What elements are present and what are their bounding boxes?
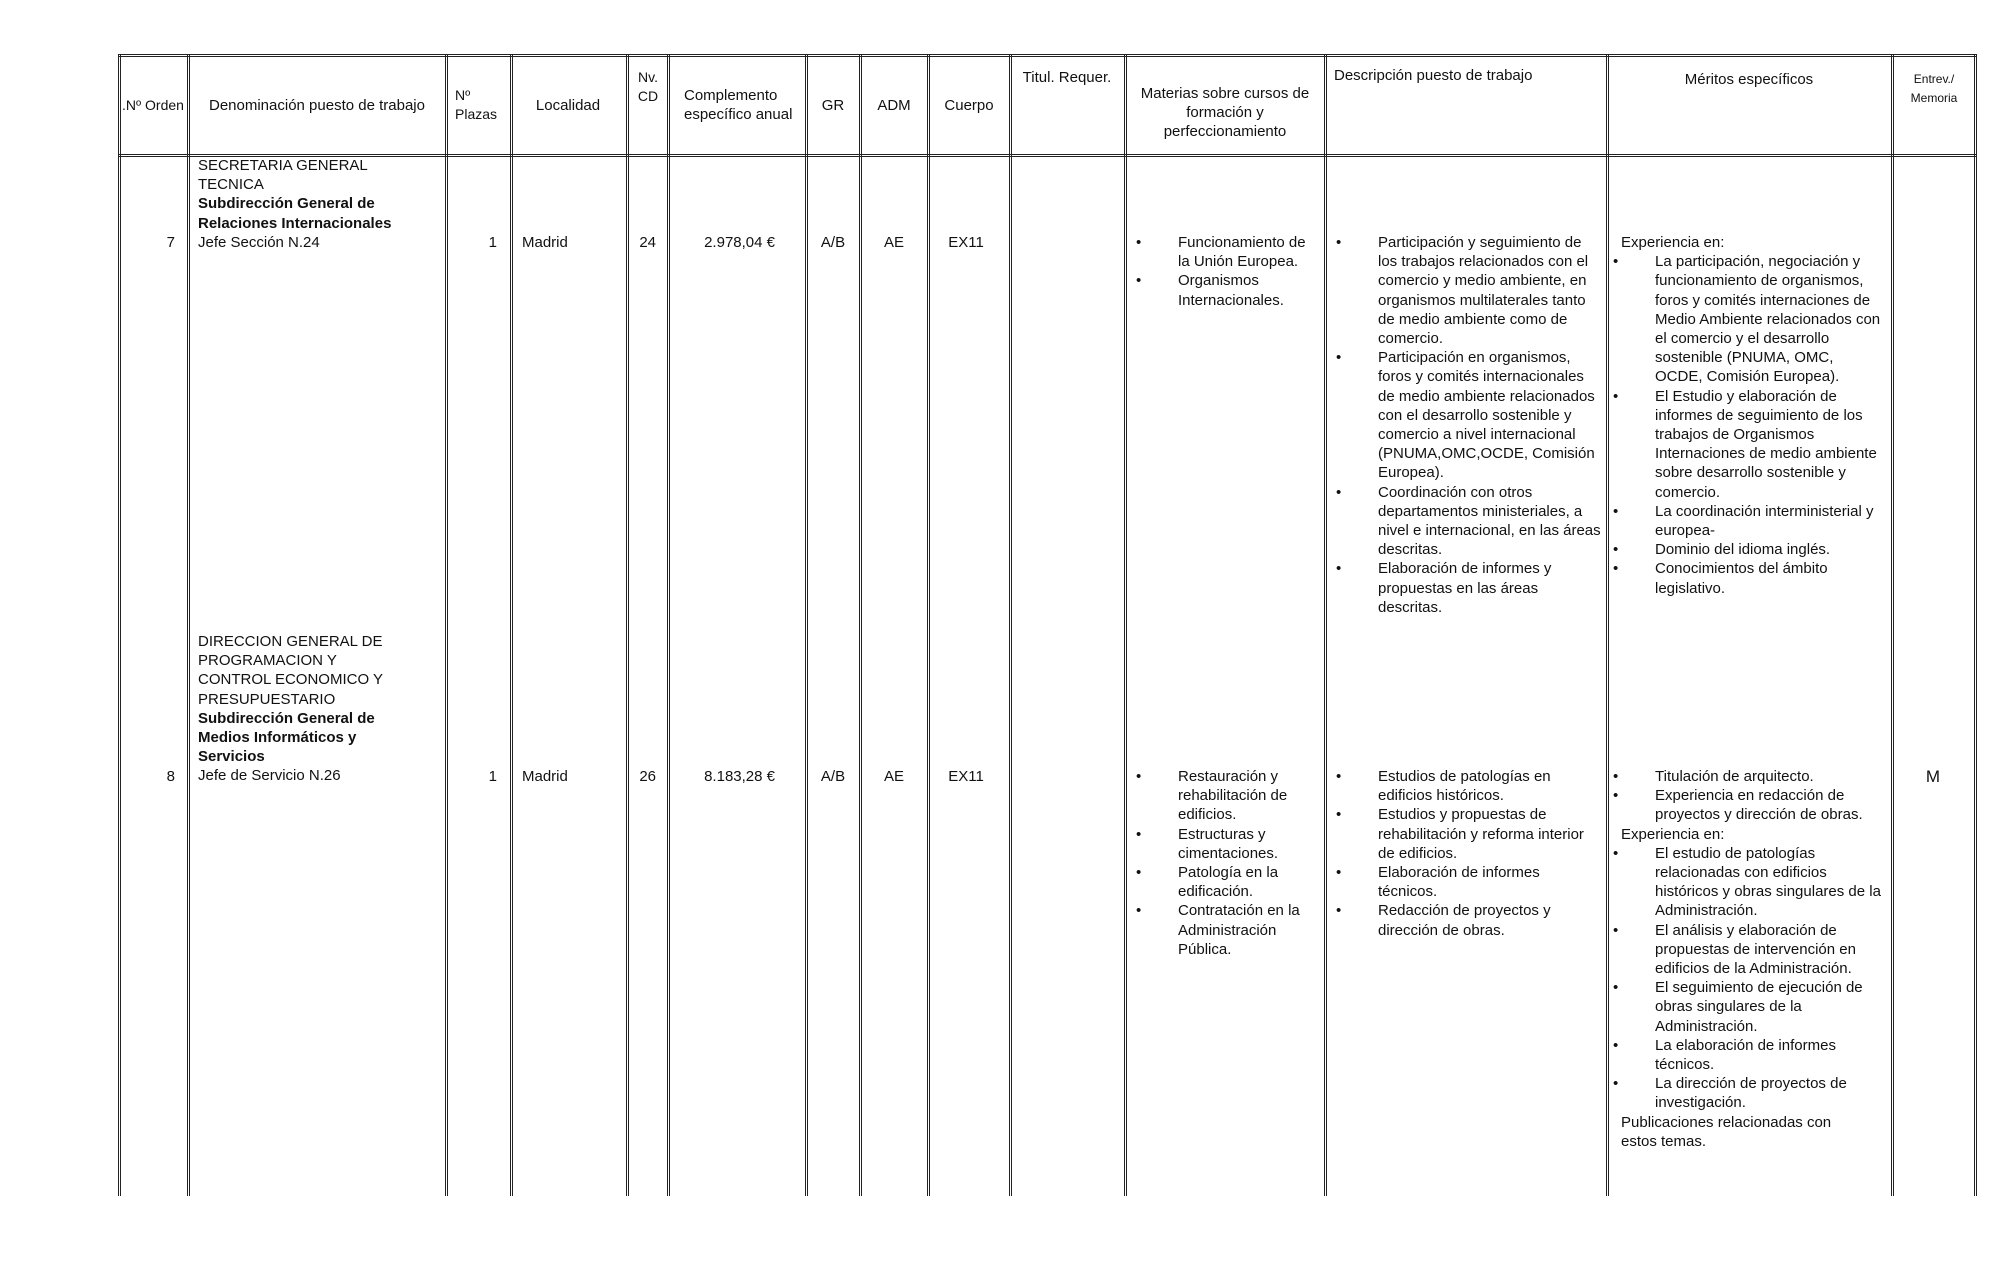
list-item: • Restauración y rehabilitación de edificios. (1132, 767, 1312, 825)
complemento: 8.183,28 € (704, 768, 775, 785)
header-descripcion: Descripción puesto de trabajo (1334, 67, 1533, 84)
list-item: • La participación, negociación y funcionamiento de organismos, foros y comités internaciones de Medio Ambiente relacionados con el comercio y el desarrollo sostenible (PNUMA, OMC, OCDE, Comisión Europea). (1609, 252, 1883, 386)
list-item: • Funcionamiento de la Unión Europea. (1132, 233, 1312, 271)
list-item: • Experiencia en redacción de proyectos y dirección de obras. (1609, 786, 1883, 824)
unit-name (198, 156, 438, 252)
list-item: • Estudios de patologías en edificios históricos. (1332, 767, 1592, 805)
unit-line: PROGRAMACION Y (198, 652, 337, 670)
localidad: Madrid (522, 768, 568, 785)
column-divider (187, 54, 190, 1196)
header-localidad: Localidad (535, 96, 601, 114)
meritos-intro: Experiencia en: (1621, 234, 1725, 251)
descripcion-list (1332, 767, 1592, 940)
column-divider (1974, 54, 1977, 1196)
header-plazas: Nº Plazas (455, 87, 498, 122)
column-divider (1124, 54, 1127, 1196)
nivel: 26 (639, 768, 656, 785)
list-item: • Coordinación con otros departamentos ministeriales, a nivel e internacional, en las áreas descritas. (1332, 483, 1604, 560)
subunit-line: Subdirección General de (198, 195, 375, 213)
meritos (1621, 767, 1883, 1151)
list-item: • Dominio del idioma inglés. (1609, 540, 1883, 559)
list-item: • La elaboración de informes técnicos. (1609, 1036, 1883, 1074)
header-titul: Titul. Requer. (1022, 69, 1112, 86)
list-item: • Elaboración de informes técnicos. (1332, 863, 1592, 901)
header-adm: ADM (877, 96, 911, 114)
header-cuerpo: Cuerpo (944, 96, 994, 114)
list-item: • Participación en organismos, foros y comités internacionales de medio ambiente relacionados con el desarrollo sostenible y comercio a nivel internacional (PNUMA,OMC,OCDE, Comisión Europea). (1332, 348, 1604, 482)
unit-line: PRESUPUESTARIO (198, 690, 336, 708)
adm: AE (883, 768, 904, 785)
list-item: • Elaboración de informes y propuestas en las áreas descritas. (1332, 559, 1604, 617)
meritos-list (1609, 252, 1883, 598)
job-title: Jefe de Servicio N.26 (198, 767, 341, 785)
list-item: • El estudio de patologías relacionadas con edificios históricos y obras singulares de la Administración. (1609, 844, 1883, 921)
column-divider (1891, 54, 1894, 1196)
list-item: • Patología en la edificación. (1132, 863, 1312, 901)
list-item: • Redacción de proyectos y dirección de obras. (1332, 901, 1592, 939)
complemento: 2.978,04 € (704, 234, 775, 251)
cuerpo: EX11 (948, 234, 984, 251)
header-complemento: Complemento específico anual (684, 87, 793, 123)
list-item: • El Estudio y elaboración de informes de seguimiento de los trabajos de Organismos Internaciones de medio ambiente sobre desarrollo sostenible y comercio. (1609, 387, 1883, 502)
list-item: • Organismos Internacionales. (1132, 271, 1312, 309)
list-item: • Estudios y propuestas de rehabilitación y reforma interior de edificios. (1332, 805, 1592, 863)
table-top-border (118, 54, 1976, 57)
column-divider (667, 54, 670, 1196)
orden: 7 (166, 234, 175, 251)
list-item: • Contratación en la Administración Pública. (1132, 901, 1312, 959)
list-item: • Participación y seguimiento de los trabajos relacionados con el comercio y medio ambiente, en organismos multilaterales tanto de medio ambiente como de comercio. (1332, 233, 1604, 348)
header-orden: .Nº Orden (122, 96, 184, 113)
column-divider (1324, 54, 1327, 1196)
subunit-line: Subdirección General de (198, 709, 375, 727)
meritos-end: Publicaciones relacionadas con estos temas. (1621, 1113, 1832, 1150)
list-item: • Titulación de arquitecto. (1609, 767, 1883, 786)
entrev: M (1925, 767, 1941, 786)
adm: AE (883, 234, 904, 251)
column-divider (805, 54, 808, 1196)
header-meritos: Méritos específicos (1684, 71, 1814, 88)
materias-list (1132, 767, 1312, 959)
meritos-list (1609, 844, 1883, 1113)
cuerpo: EX11 (948, 768, 984, 785)
unit-line: CONTROL ECONOMICO Y (198, 671, 384, 689)
meritos-intro: Experiencia en: (1621, 825, 1725, 843)
unit-name (198, 632, 438, 786)
list-item: • Estructuras y cimentaciones. (1132, 825, 1312, 863)
header-nivel: Nv. CD (637, 69, 659, 104)
column-divider (118, 54, 121, 1196)
subunit-line: Servicios (198, 748, 265, 766)
list-item: • El seguimiento de ejecución de obras singulares de la Administración. (1609, 978, 1883, 1036)
column-divider (445, 54, 448, 1196)
header-entrev: Entrev./ Memoria (1910, 72, 1958, 105)
subunit-line: Medios Informáticos y (198, 729, 357, 747)
list-item: • La coordinación interministerial y europea- (1609, 502, 1883, 540)
descripcion-list (1332, 233, 1604, 617)
meritos (1621, 233, 1883, 598)
unit-line: DIRECCION GENERAL DE (198, 633, 383, 650)
gr: A/B (820, 768, 846, 785)
column-divider (927, 54, 930, 1196)
list-item: • El análisis y elaboración de propuestas de intervención en edificios de la Administración. (1609, 921, 1883, 979)
list-item: • Conocimientos del ámbito legislativo. (1609, 559, 1883, 597)
column-divider (626, 54, 629, 1196)
list-item: • La dirección de proyectos de investigación. (1609, 1074, 1883, 1112)
nivel: 24 (639, 234, 656, 251)
localidad: Madrid (522, 234, 568, 251)
plazas: 1 (488, 234, 497, 251)
subunit-line: Relaciones Internacionales (198, 214, 392, 232)
header-materias: Materias sobre cursos de formación y perfeccionamiento (1140, 84, 1310, 140)
column-divider (859, 54, 862, 1196)
column-divider (1009, 54, 1012, 1196)
header-denominacion: Denominación puesto de trabajo (209, 96, 425, 114)
header-gr: GR (821, 96, 845, 114)
column-divider (510, 54, 513, 1196)
meritos-list (1609, 767, 1883, 825)
orden: 8 (166, 768, 175, 785)
materias-list (1132, 233, 1312, 310)
plazas: 1 (488, 768, 497, 785)
job-title: Jefe Sección N.24 (198, 233, 320, 251)
unit-line: TECNICA (198, 176, 264, 194)
unit-line: SECRETARIA GENERAL (198, 157, 368, 174)
gr: A/B (820, 234, 846, 251)
